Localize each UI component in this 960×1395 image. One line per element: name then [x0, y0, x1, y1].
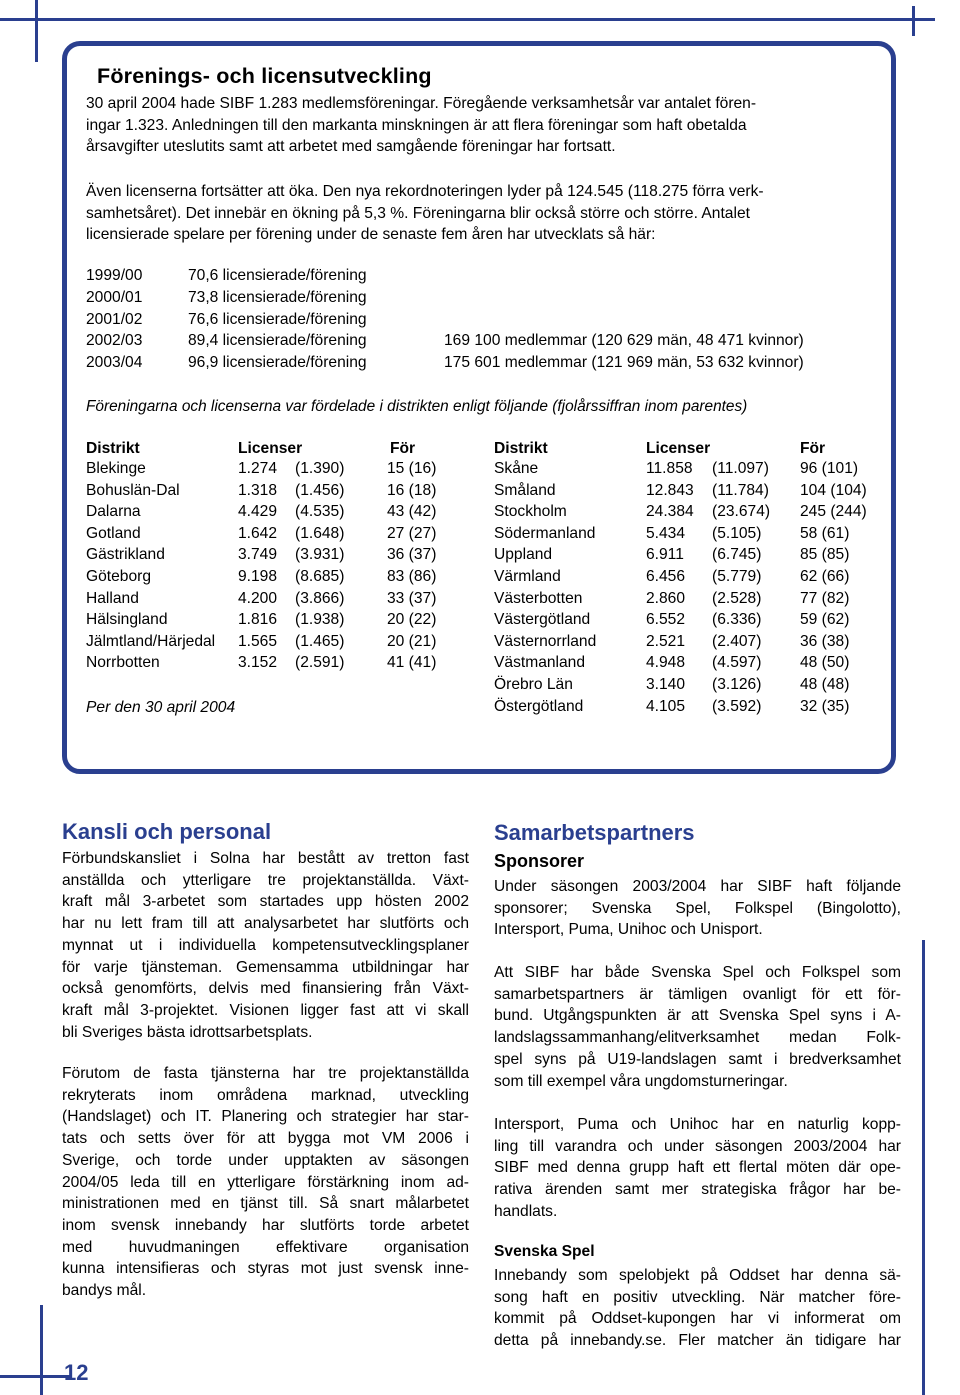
district-lic: 1.318: [238, 481, 278, 499]
stat-year: 2000/01: [86, 288, 143, 306]
district-clubs: 43 (42): [387, 503, 437, 521]
district-lic_prev: (2.528): [712, 589, 762, 607]
district-clubs: 104 (104): [800, 481, 867, 499]
district-clubs: 85 (85): [800, 546, 850, 564]
district-lic: 5.434: [646, 524, 686, 542]
text-line: också genomförts, delvis med finansiering från Växt-: [62, 980, 469, 998]
partners-paragraph-2: [494, 962, 901, 1092]
stat-year: 2001/02: [86, 310, 143, 328]
text-line: bund. Utgångspunkten är att Svenska Spel syns i A-: [494, 1007, 901, 1025]
text-line: ministrationen med en tjänst till. Så snart målarbetet: [62, 1195, 469, 1213]
license-line: Även licenserna fortsätter att öka. Den nya rekordnoteringen lyder på 124.545 (118.275 förra verk-: [86, 183, 764, 200]
license-paragraph: [86, 181, 764, 246]
page-number: 12: [64, 1360, 89, 1385]
text-line: Förbundskansliet i Solna har bestått av tretton fast: [62, 850, 469, 867]
district-lic: 3.152: [238, 654, 278, 672]
partners-paragraph-3: [494, 1114, 901, 1223]
stat-year: 1999/00: [86, 267, 143, 284]
district-lic_prev: (2.591): [295, 654, 345, 672]
stat-value: 96,9 licensierade/förening: [188, 354, 367, 372]
district-clubs: 16 (18): [387, 481, 437, 499]
text-line: kunna intensifieras och styras mot just svensk inne-: [62, 1260, 469, 1278]
district-district: Värmland: [494, 568, 561, 585]
district-district: Stockholm: [494, 503, 567, 521]
text-line: Att SIBF har både Svenska Spel och Folkspel som: [494, 964, 901, 981]
text-line: detta på innebandy.se. Fler matcher än tidigare har: [494, 1332, 901, 1350]
partners-paragraph-1: [494, 876, 901, 941]
stat-value: 70,6 licensierade/förening: [188, 267, 367, 284]
district-lic: 6.456: [646, 568, 686, 585]
district-lic_prev: (3.931): [295, 546, 345, 564]
text-line: som till exempel våra ungdomsturneringar.: [494, 1072, 788, 1090]
district-clubs: 96 (101): [800, 460, 859, 477]
district-lic_prev: (2.407): [712, 632, 762, 650]
stat-members: 169 100 medlemmar (120 629 män, 48 471 kvinnor): [444, 332, 804, 350]
stat-value: 73,8 licensierade/förening: [188, 288, 367, 306]
district-lic: 9.198: [238, 568, 278, 585]
bottom-right-vertical-rule: [922, 940, 925, 1395]
district-district: Småland: [494, 481, 556, 499]
district-district: Västerbotten: [494, 589, 583, 607]
stat-members: 175 601 medlemmar (121 969 män, 53 632 kvinnor): [444, 354, 804, 372]
date-note: Per den 30 april 2004: [86, 699, 236, 716]
box-title: Förenings- och licensutveckling: [97, 64, 432, 88]
district-clubs: 15 (16): [387, 460, 437, 477]
district-lic: 3.140: [646, 676, 686, 693]
district-district: Örebro Län: [494, 676, 573, 693]
district-district: Uppland: [494, 546, 553, 564]
district-lic: 1.274: [238, 460, 278, 477]
text-line: sponsorer; Svenska Spel, Folkspel (Bingolotto),: [494, 899, 901, 917]
district-clubs: 58 (61): [800, 524, 850, 542]
district-clubs: 41 (41): [387, 654, 437, 672]
bottom-left-vertical-rule: [40, 1305, 43, 1395]
district-lic_prev: (23.674): [712, 503, 771, 521]
text-line: kraft mål 3-arbetet som startades upp hösten 2002: [62, 893, 469, 911]
district-district: Skåne: [494, 460, 539, 477]
left-header-licenses: Licenser: [238, 440, 303, 457]
text-line: Intersport, Puma och Unihoc har en naturlig kopp-: [494, 1116, 901, 1133]
district-lic_prev: (5.779): [712, 568, 762, 585]
sponsors-subheading: Sponsorer: [494, 851, 585, 871]
top-left-vertical-rule: [35, 0, 38, 62]
district-lic_prev: (1.390): [295, 460, 345, 477]
text-line: kraft mål 3-projektet. Visionen ligger fast att vi skall: [62, 1001, 469, 1019]
district-district: Hälsingland: [86, 611, 168, 629]
text-line: med huvudmaningen effektivare organisation: [62, 1238, 469, 1256]
district-lic: 1.816: [238, 611, 278, 629]
text-line: Under säsongen 2003/2004 har SIBF haft följande: [494, 878, 901, 895]
text-line: bli Sveriges bästa idrottsarbetsplats.: [62, 1023, 313, 1041]
top-right-vertical-rule: [912, 6, 915, 36]
text-line: för varje tjänsteman. Gemensamma utbildningar har: [62, 958, 469, 976]
text-line: handlats.: [494, 1202, 558, 1220]
kansli-paragraph-1: [62, 848, 469, 1043]
district-district: Västmanland: [494, 654, 586, 672]
district-lic: 4.948: [646, 654, 686, 672]
text-line: rekryterats inom områdena marknad, utveckling: [62, 1086, 469, 1104]
district-district: Östergötland: [494, 697, 584, 715]
intro-paragraph: [86, 93, 756, 158]
district-lic_prev: (1.456): [295, 481, 345, 499]
intro-line: ingar 1.323. Anledningen till den markanta minskningen är att flera föreningar som haft obetalda: [86, 116, 747, 134]
district-lic_prev: (3.126): [712, 676, 762, 693]
district-clubs: 36 (37): [387, 546, 437, 564]
text-line: rativa ärenden samt mer strategiska frågor har be-: [494, 1181, 901, 1199]
district-lic_prev: (11.784): [712, 481, 769, 499]
left-header-clubs: För: [390, 440, 416, 457]
kansli-paragraph-2: [62, 1063, 469, 1302]
text-line: (Handslaget) och IT. Planering och strategier har star-: [62, 1108, 469, 1126]
district-lic: 6.552: [646, 611, 686, 629]
district-district: Jälmtland/Härjedal: [86, 632, 216, 650]
district-district: Norrbotten: [86, 654, 160, 672]
text-line: ling till varandra och under säsongen 2003/2004 har: [494, 1137, 901, 1155]
text-line: 2004/05 leda till en ytterligare förstärkning inom ad-: [62, 1173, 469, 1191]
text-line: Sverige, och torde under upptakten av säsongen: [62, 1151, 469, 1169]
district-lic_prev: (1.648): [295, 524, 345, 542]
district-district: Blekinge: [86, 460, 146, 477]
district-clubs: 20 (21): [387, 632, 437, 650]
top-horizontal-rule: [0, 18, 935, 21]
district-district: Dalarna: [86, 503, 141, 521]
stat-value: 89,4 licensierade/förening: [188, 332, 367, 350]
district-lic_prev: (6.745): [712, 546, 762, 564]
district-lic: 4.429: [238, 503, 278, 521]
text-line: SIBF med denna grupp haft ett flertal möten där ope-: [494, 1159, 901, 1177]
partners-heading: Samarbetspartners: [494, 820, 695, 845]
stat-value: 76,6 licensierade/förening: [188, 310, 367, 328]
stat-year: 2002/03: [86, 332, 143, 350]
district-lic_prev: (5.105): [712, 524, 762, 542]
district-lic: 11.858: [646, 460, 693, 477]
partners-paragraph-4: [494, 1265, 901, 1352]
district-district: Södermanland: [494, 524, 596, 542]
district-district: Gotland: [86, 524, 141, 542]
district-lic_prev: (3.592): [712, 697, 762, 715]
text-line: inom svensk innebandy har slutförts torde arbetet: [62, 1216, 469, 1234]
text-line: Förutom de fasta tjänsterna har tre projektanställda: [62, 1065, 469, 1082]
right-header-licenses: Licenser: [646, 440, 711, 457]
district-clubs: 48 (48): [800, 676, 850, 693]
district-clubs: 77 (82): [800, 589, 850, 607]
district-district: Västergötland: [494, 611, 591, 629]
text-line: Innebandy som spelobjekt på Oddset har denna sä-: [494, 1267, 901, 1284]
district-lic: 2.860: [646, 589, 686, 607]
district-lic: 6.911: [646, 546, 684, 564]
district-lic_prev: (6.336): [712, 611, 762, 629]
text-line: song haft en positiv utveckling. När matcher före-: [494, 1288, 901, 1306]
district-clubs: 62 (66): [800, 568, 850, 585]
text-line: mynnat ut i individuella kompetensutvecklingsplaner: [62, 936, 469, 954]
district-lic: 4.105: [646, 697, 686, 715]
text-line: bandys mål.: [62, 1282, 147, 1300]
text-line: landslagssammanhang/elitverksamhet medan Folk-: [494, 1029, 901, 1047]
text-line: spel syns på U19-landslagen samt i bredverksamhet: [494, 1050, 901, 1068]
stat-year: 2003/04: [86, 354, 143, 372]
district-lic: 3.749: [238, 546, 278, 564]
district-clubs: 20 (22): [387, 611, 437, 629]
text-line: samarbetspartners är tämligen ovanligt för ett för-: [494, 985, 901, 1003]
svenska-spel-heading: Svenska Spel: [494, 1243, 595, 1260]
license-line: licensierade spelare per förening under de senaste fem åren har utvecklats så här:: [86, 226, 656, 244]
text-line: anställda och ytterligare tre projektanställda. Växt-: [62, 871, 469, 889]
district-district: Bohuslän-Dal: [86, 481, 180, 499]
left-header-district: Distrikt: [86, 440, 140, 457]
text-line: kommit på Oddset-kupongen har vi informerat om: [494, 1310, 901, 1328]
district-lic_prev: (3.866): [295, 589, 345, 607]
district-lic: 12.843: [646, 481, 694, 499]
district-lic_prev: (4.535): [295, 503, 345, 521]
district-clubs: 245 (244): [800, 503, 867, 521]
text-line: tats och setts över för att bygga mot VM 2006 i: [62, 1130, 469, 1148]
district-district: Göteborg: [86, 568, 152, 585]
distribution-caption: Föreningarna och licenserna var fördelade i distrikten enligt följande (fjolårssiffran inom parentes): [86, 398, 748, 415]
district-district: Västernorrland: [494, 632, 597, 650]
district-lic: 1.642: [238, 524, 278, 542]
bottom-left-horizontal-rule: [0, 1375, 70, 1378]
district-district: Gästrikland: [86, 546, 165, 564]
text-line: Intersport, Puma, Unihoc och Unisport.: [494, 921, 763, 939]
district-district: Halland: [86, 589, 139, 607]
district-clubs: 33 (37): [387, 589, 437, 607]
district-clubs: 36 (38): [800, 632, 850, 650]
license-line: samhetsåret). Det innebär en ökning på 5,3 %. Föreningarna blir också större och större. Antalet: [86, 204, 750, 222]
district-lic: 4.200: [238, 589, 278, 607]
district-clubs: 59 (62): [800, 611, 850, 629]
right-header-clubs: För: [800, 440, 826, 457]
kansli-heading: Kansli och personal: [62, 819, 272, 844]
district-clubs: 32 (35): [800, 697, 850, 715]
district-lic_prev: (8.685): [295, 568, 345, 585]
intro-line: årsavgifter uteslutits samt att arbetet med samgående föreningar har fortsatt.: [86, 138, 616, 156]
district-lic: 1.565: [238, 632, 278, 650]
district-clubs: 48 (50): [800, 654, 850, 672]
district-lic: 24.384: [646, 503, 694, 521]
district-clubs: 27 (27): [387, 524, 437, 542]
district-lic_prev: (4.597): [712, 654, 762, 672]
district-lic_prev: (1.938): [295, 611, 345, 629]
district-lic_prev: (1.465): [295, 632, 345, 650]
text-line: har nu lett fram till att analysarbetet har slutförts och: [62, 915, 469, 933]
district-lic_prev: (11.097): [712, 460, 769, 477]
right-header-district: Distrikt: [494, 440, 548, 457]
intro-line: 30 april 2004 hade SIBF 1.283 medlemsföreningar. Föregående verksamhetsår var antalet fören-: [86, 95, 757, 112]
district-clubs: 83 (86): [387, 568, 437, 585]
district-lic: 2.521: [646, 632, 686, 650]
